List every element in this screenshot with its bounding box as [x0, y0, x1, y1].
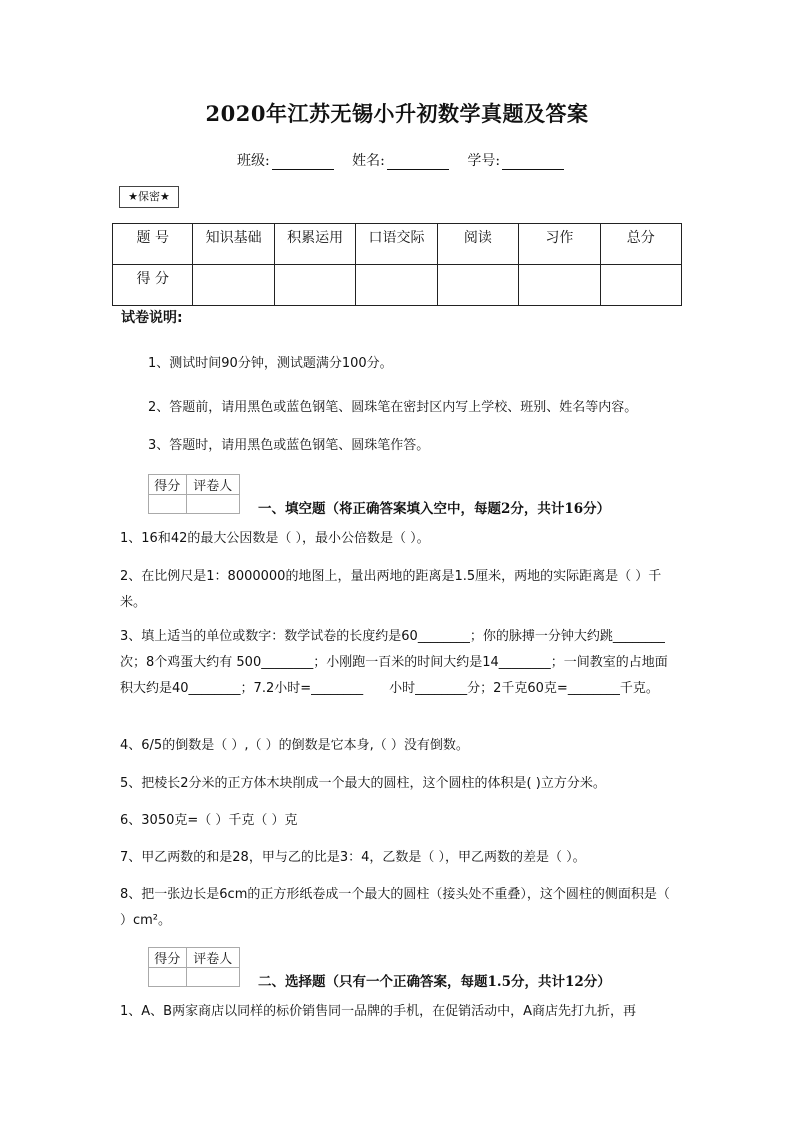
grader-reviewer-cell[interactable] [186, 495, 239, 514]
section2-title: 二、选择题（只有一个正确答案，每题1.5分，共计12分） [258, 974, 611, 990]
instructions-heading: 试卷说明: [121, 310, 183, 326]
id-label: 学号: [467, 153, 501, 169]
question-item: 6、3050克=（ ）千克（ ）克 [120, 813, 298, 828]
score-table-header-row [113, 224, 682, 265]
question-item: 4、6/5的倒数是（ ）,（ ）的倒数是它本身,（ ）没有倒数。 [120, 738, 469, 753]
score-cell[interactable] [193, 265, 274, 306]
section1-title: 一、填空题（将正确答案填入空中，每题2分，共计16分） [258, 501, 611, 517]
score-header-cell: 知识基础 [193, 224, 274, 265]
class-label: 班级: [237, 153, 270, 169]
grader-reviewer-cell[interactable] [186, 968, 239, 987]
score-cell[interactable] [356, 265, 437, 306]
grader-reviewer-label: 评卷人 [186, 475, 239, 495]
question-item: 8、把一张边长是6cm的正方形纸卷成一个最大的圆柱（接头处不重叠），这个圆柱的侧面积是（ ）cm²。 [120, 887, 670, 928]
instruction-item: 3、答题时，请用黑色或蓝色钢笔、圆珠笔作答。 [148, 438, 430, 453]
score-header-cell: 积累运用 [274, 224, 355, 265]
grader-score-cell[interactable] [149, 495, 187, 514]
score-header-cell: 阅读 [437, 224, 518, 265]
grader-box-section2 [148, 947, 240, 987]
question-item: 1、A、B两家商店以同样的标价销售同一品牌的手机，在促销活动中，A商店先打九折，再 [120, 1004, 636, 1019]
question-item: 2、在比例尺是1：8000000的地图上，量出两地的距离是1.5厘米，两地的实际距离是（ ）千米。 [120, 569, 662, 610]
score-header-cell: 习作 [519, 224, 600, 265]
question-item: 1、16和42的最大公因数是（ ），最小公倍数是（ ）。 [120, 531, 430, 546]
instruction-item: 2、答题前，请用黑色或蓝色钢笔、圆珠笔在密封区内写上学校、班别、姓名等内容。 [148, 400, 638, 415]
score-table [112, 223, 682, 306]
score-row-label: 得 分 [113, 265, 193, 306]
question-item: 5、把棱长2分米的正方体木块削成一个最大的圆柱，这个圆柱的体积是( )立方分米。 [120, 776, 606, 791]
student-info-row [237, 150, 578, 170]
id-blank [502, 156, 564, 170]
grader-box-section1 [148, 474, 240, 514]
grader-score-label: 得分 [149, 475, 187, 495]
name-blank [387, 156, 449, 170]
score-header-cell: 题 号 [113, 224, 193, 265]
name-label: 姓名: [352, 153, 385, 169]
secret-badge: ★保密★ [119, 186, 179, 208]
score-cell[interactable] [437, 265, 518, 306]
score-header-cell: 口语交际 [356, 224, 437, 265]
question-item: 7、甲乙两数的和是28，甲与乙的比是3：4，乙数是（ ），甲乙两数的差是（ ）。 [120, 850, 586, 865]
class-blank [272, 156, 334, 170]
score-header-cell: 总分 [600, 224, 681, 265]
score-table-score-row [113, 265, 682, 306]
grader-reviewer-label: 评卷人 [186, 948, 239, 968]
score-cell[interactable] [519, 265, 600, 306]
score-cell[interactable] [274, 265, 355, 306]
question-item: 3、填上适当的单位或数字：数学试卷的长度约是60________；你的脉搏一分钟大约跳________次；8个鸡蛋大约有 500________；小刚跑一百米的时间大约是14________；一间教室的占地面积大约是40________；7.2小时=________ 小时________分；2千克60克=________千克。 [120, 629, 668, 696]
grader-score-cell[interactable] [149, 968, 187, 987]
score-cell[interactable] [600, 265, 681, 306]
instruction-item: 1、测试时间90分钟，测试题满分100分。 [148, 356, 393, 371]
page-title: 2020年江苏无锡小升初数学真题及答案 [205, 101, 589, 126]
grader-score-label: 得分 [149, 948, 187, 968]
